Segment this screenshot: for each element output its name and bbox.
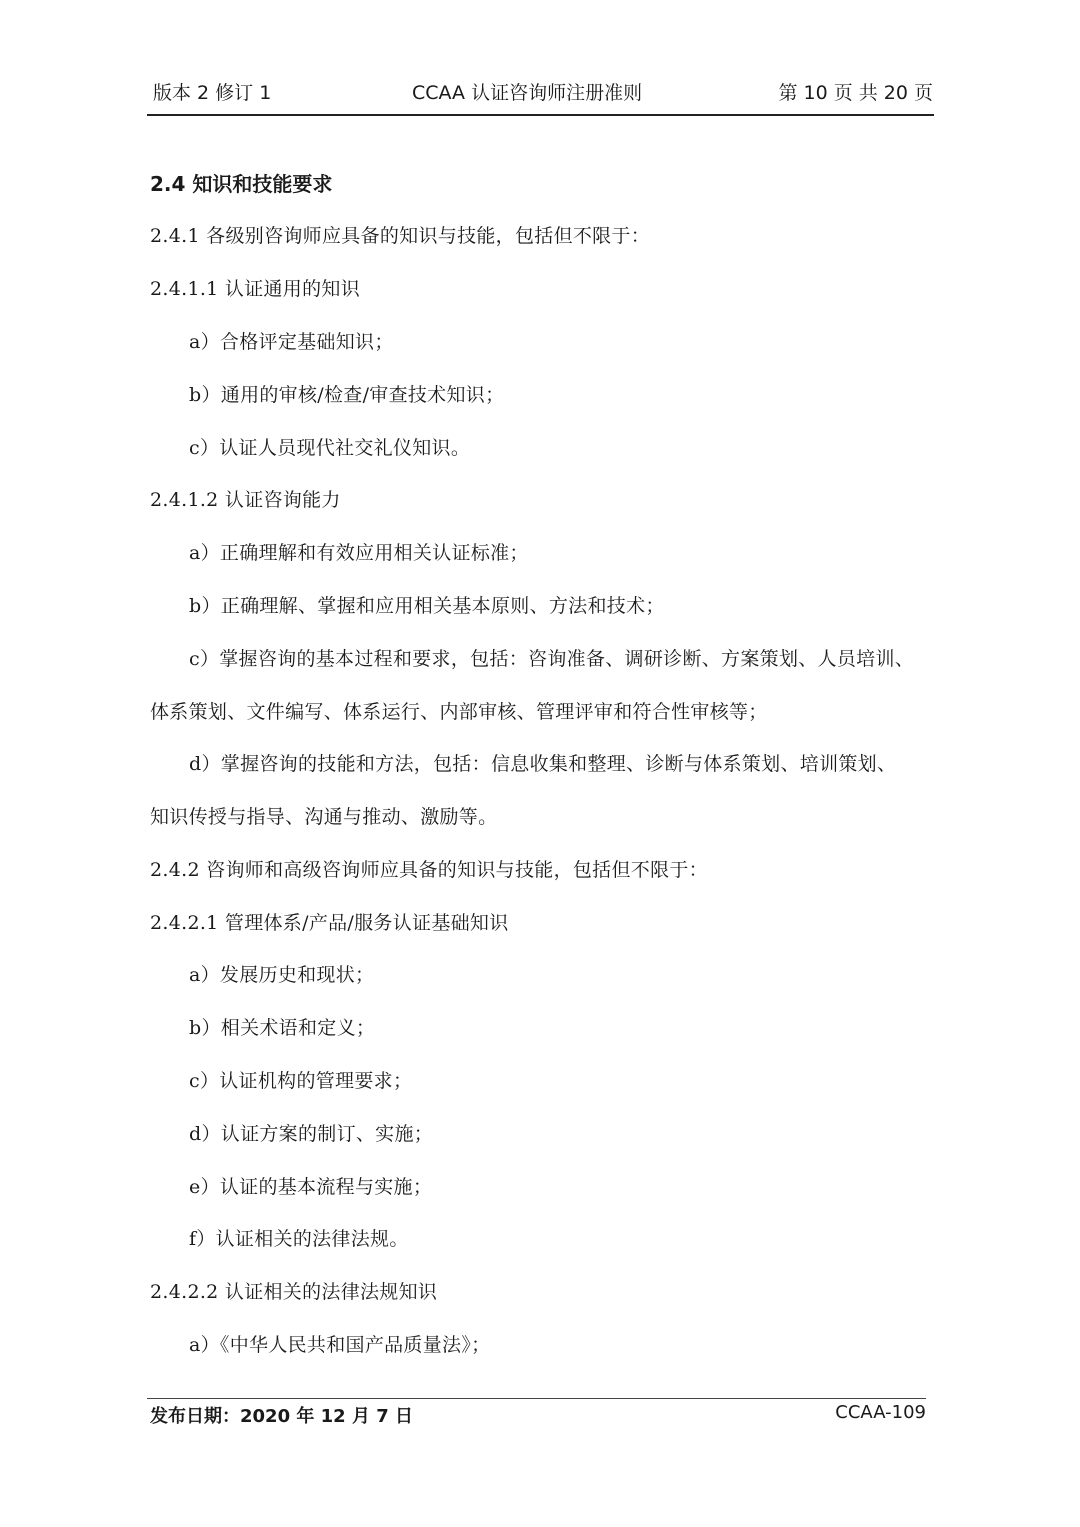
page-footer — [150, 1402, 926, 1432]
list-item-continuation: 知识传授与指导、沟通与推动、激励等。 — [150, 806, 498, 828]
list-item-continuation: 体系策划、文件编写、体系运行、内部审核、管理评审和符合性审核等； — [150, 701, 768, 723]
footer-publish-date: 发布日期：2020 年 12 月 7 日 — [150, 1406, 414, 1427]
list-item: b）正确理解、掌握和应用相关基本原则、方法和技术； — [189, 595, 665, 617]
list-item: c）掌握咨询的基本过程和要求，包括：咨询准备、调研诊断、方案策划、人员培训、 — [189, 648, 915, 670]
list-item: a）《中华人民共和国产品质量法》； — [189, 1334, 491, 1356]
list-item: b）通用的审核/检查/审查技术知识； — [189, 384, 505, 406]
header-page-number: 第 10 页 共 20 页 — [778, 82, 933, 104]
header-divider — [147, 114, 934, 116]
list-item: b）相关术语和定义； — [189, 1017, 376, 1039]
clause-2-4-1-2: 2.4.1.2 认证咨询能力 — [150, 489, 341, 511]
list-item: e）认证的基本流程与实施； — [189, 1176, 433, 1198]
list-item: c）认证机构的管理要求； — [189, 1070, 413, 1092]
page-header — [150, 72, 933, 110]
footer-document-code: CCAA-109 — [835, 1402, 926, 1423]
clause-2-4-2-1: 2.4.2.1 管理体系/产品/服务认证基础知识 — [150, 912, 509, 934]
clause-2-4-2: 2.4.2 咨询师和高级咨询师应具备的知识与技能，包括但不限于： — [150, 859, 708, 881]
header-version: 版本 2 修订 1 — [153, 82, 272, 104]
list-item: d）认证方案的制订、实施； — [189, 1123, 434, 1145]
footer-divider — [147, 1398, 926, 1399]
list-item: c）认证人员现代社交礼仪知识。 — [189, 437, 471, 459]
section-title: 2.4 知识和技能要求 — [150, 172, 333, 196]
list-item: a）正确理解和有效应用相关认证标准； — [189, 542, 529, 564]
clause-2-4-2-2: 2.4.2.2 认证相关的法律法规知识 — [150, 1281, 438, 1303]
header-title: CCAA 认证咨询师注册准则 — [412, 82, 643, 104]
list-item: d）掌握咨询的技能和方法，包括：信息收集和整理、诊断与体系策划、培训策划、 — [189, 753, 897, 775]
clause-2-4-1: 2.4.1 各级别咨询师应具备的知识与技能，包括但不限于： — [150, 225, 651, 247]
list-item: a）发展历史和现状； — [189, 964, 375, 986]
clause-2-4-1-1: 2.4.1.1 认证通用的知识 — [150, 278, 361, 300]
list-item: a）合格评定基础知识； — [189, 331, 394, 353]
list-item: f）认证相关的法律法规。 — [189, 1228, 409, 1250]
